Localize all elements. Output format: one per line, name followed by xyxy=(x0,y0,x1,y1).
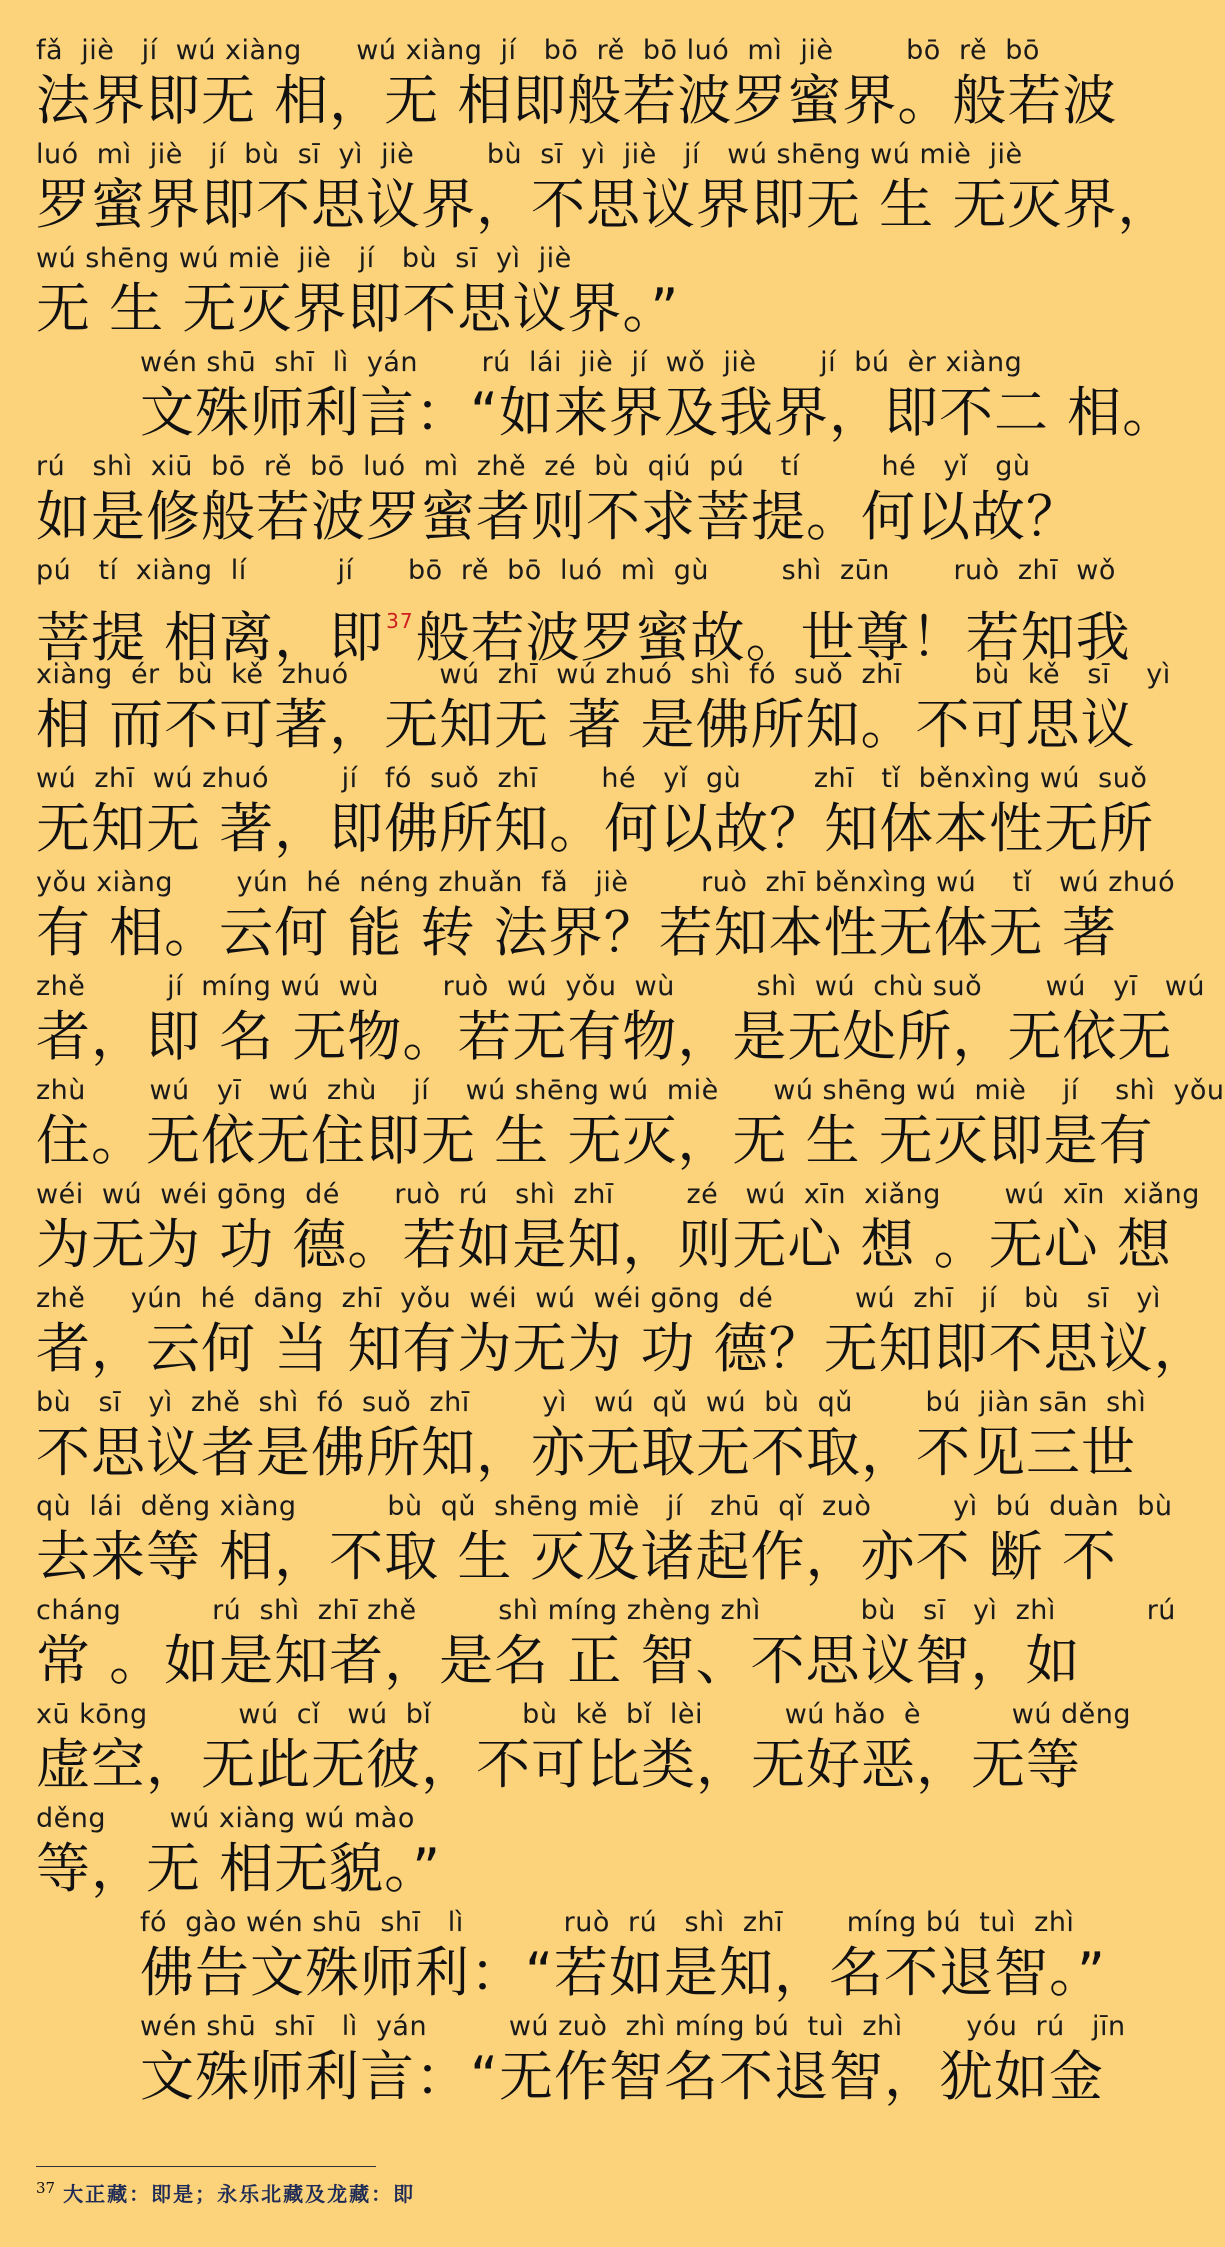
hanzi-line: 有 相。云何 能 转 法界？若知本性无体无 著 xyxy=(36,901,1117,964)
hanzi-line: 无知无 著，即佛所知。何以故？知体本性无所 xyxy=(36,797,1155,860)
text-line xyxy=(36,1386,1147,1486)
text-line xyxy=(36,970,1206,1070)
hanzi-line: 住。无依无住即无 生 无灭，无 生 无灭即是有 xyxy=(36,1109,1154,1172)
hanzi-line: 为无为 功 德。若如是知，则无心 想 。无心 想 xyxy=(36,1213,1172,1276)
text-line xyxy=(140,2010,1126,2110)
text-line xyxy=(36,762,1155,862)
text-line xyxy=(140,346,1178,446)
pinyin-line: xū kōng wú cǐ wú bǐ bù kě bǐ lèi wú hǎo è wú děng xyxy=(36,1699,1132,1730)
text-line xyxy=(36,1282,1209,1382)
text-line xyxy=(36,1490,1173,1590)
text-line xyxy=(36,34,1118,134)
text-line xyxy=(36,242,1056,342)
hanzi-line xyxy=(36,588,1131,669)
pinyin-line: wéi wú wéi gōng dé ruò rú shì zhī zé wú xīn xiǎng wú xīn xiǎng xyxy=(36,1179,1200,1210)
pinyin-line: wén shū shī lì yán rú lái jiè jí wǒ jiè jí bú èr xiàng xyxy=(140,347,1023,378)
text-line xyxy=(36,1074,1225,1174)
hanzi-line: 虚空，无此无彼，不可比类，无好恶，无等 xyxy=(36,1733,1081,1796)
text-line xyxy=(36,1178,1200,1278)
hanzi-line: 相 而不可著，无知无 著 是佛所知。不可思议 xyxy=(36,693,1136,756)
footnote-ref[interactable]: 37 xyxy=(386,609,414,633)
text-line xyxy=(36,866,1176,966)
pinyin-line: zhě jí míng wú wù ruò wú yǒu wù shì wú chù suǒ wú yī wú xyxy=(36,971,1206,1002)
hanzi-line: 文殊师利言：“无作智名不退智，犹如金 xyxy=(140,2045,1104,2108)
pinyin-line: pú tí xiàng lí jí bō rě bō luó mì gù shì zūn ruò zhī wǒ xyxy=(36,555,1116,586)
pinyin-line: děng wú xiàng wú mào xyxy=(36,1803,415,1834)
hanzi-line: 去来等 相，不取 生 灭及诸起作，亦不 断 不 xyxy=(36,1525,1117,1588)
pinyin-line: rú shì xiū bō rě bō luó mì zhě zé bù qiú pú tí hé yǐ gù xyxy=(36,451,1031,482)
hanzi-line: 常 。如是知者，是名 正 智、不思议智，如 xyxy=(36,1629,1081,1692)
pinyin-line: cháng rú shì zhī zhě shì míng zhèng zhì bù sī yì zhì rú xyxy=(36,1595,1176,1626)
text-line xyxy=(36,1594,1176,1694)
footnote xyxy=(36,2178,415,2207)
pinyin-line: fó gào wén shū shī lì ruò rú shì zhī míng bú tuì zhì xyxy=(140,1907,1075,1938)
text-line xyxy=(36,450,1081,550)
hanzi-line: 罗蜜界即不思议界，不思议界即无 生 无灭界， xyxy=(36,173,1173,236)
pinyin-line: wén shū shī lì yán wú zuò zhì míng bú tuì zhì yóu rú jīn xyxy=(140,2011,1126,2042)
text-line xyxy=(36,1802,1056,1902)
hanzi-line: 不思议者是佛所知，亦无取无不取，不见三世 xyxy=(36,1421,1136,1484)
hanzi-line: 无 生 无灭界即不思议界。” xyxy=(36,277,680,340)
text-line xyxy=(36,658,1171,758)
hanzi-line: 法界即无 相，无 相即般若波罗蜜界。般若波 xyxy=(36,69,1118,132)
text-line xyxy=(36,1698,1132,1798)
footnote-number: 37 xyxy=(36,2179,56,2197)
pinyin-line: zhě yún hé dāng zhī yǒu wéi wú wéi gōng dé wú zhī jí bù sī yì xyxy=(36,1283,1161,1314)
hanzi-line: 者，云何 当 知有为无为 功 德？无知即不思议， xyxy=(36,1317,1209,1380)
text-line xyxy=(36,554,1131,669)
hanzi-line: 等，无 相无貌。” xyxy=(36,1837,442,1900)
hanzi-line: 文殊师利言：“如来界及我界，即不二 相。 xyxy=(140,381,1178,444)
text-line xyxy=(140,1906,1106,2006)
hanzi-segment: 般若波罗蜜故。世尊！若知我 xyxy=(415,606,1131,669)
pinyin-line: yǒu xiàng yún hé néng zhuǎn fǎ jiè ruò zhī běnxìng wú tǐ wú zhuó xyxy=(36,867,1176,898)
hanzi-segment: 菩提 相离，即 xyxy=(36,606,385,669)
pinyin-line: xiàng ér bù kě zhuó wú zhī wú zhuó shì fó suǒ zhī bù kě sī yì xyxy=(36,659,1171,690)
hanzi-line: 如是修般若波罗蜜者则不求菩提。何以故？ xyxy=(36,485,1081,548)
pinyin-line: fǎ jiè jí wú xiàng wú xiàng jí bō rě bō luó mì jiè bō rě bō xyxy=(36,35,1040,66)
pinyin-line: wú zhī wú zhuó jí fó suǒ zhī hé yǐ gù zhī tǐ běnxìng wú suǒ xyxy=(36,763,1148,794)
text-line xyxy=(36,138,1173,238)
footnote-divider xyxy=(36,2166,376,2167)
pinyin-line: zhù wú yī wú zhù jí wú shēng wú miè wú shēng wú miè jí shì yǒu xyxy=(36,1075,1225,1106)
pinyin-line: qù lái děng xiàng bù qǔ shēng miè jí zhū qǐ zuò yì bú duàn bù xyxy=(36,1491,1173,1522)
pinyin-line: wú shēng wú miè jiè jí bù sī yì jiè xyxy=(36,243,572,274)
pinyin-line: luó mì jiè jí bù sī yì jiè bù sī yì jiè jí wú shēng wú miè jiè xyxy=(36,139,1023,170)
footnote-text: 大正藏：即是；永乐北藏及龙藏：即 xyxy=(63,2182,416,2206)
hanzi-line: 者，即 名 无物。若无有物，是无处所，无依无 xyxy=(36,1005,1173,1068)
pinyin-line: bù sī yì zhě shì fó suǒ zhī yì wú qǔ wú bù qǔ bú jiàn sān shì xyxy=(36,1387,1147,1418)
hanzi-line: 佛告文殊师利：“若如是知，名不退智。” xyxy=(140,1941,1106,2004)
